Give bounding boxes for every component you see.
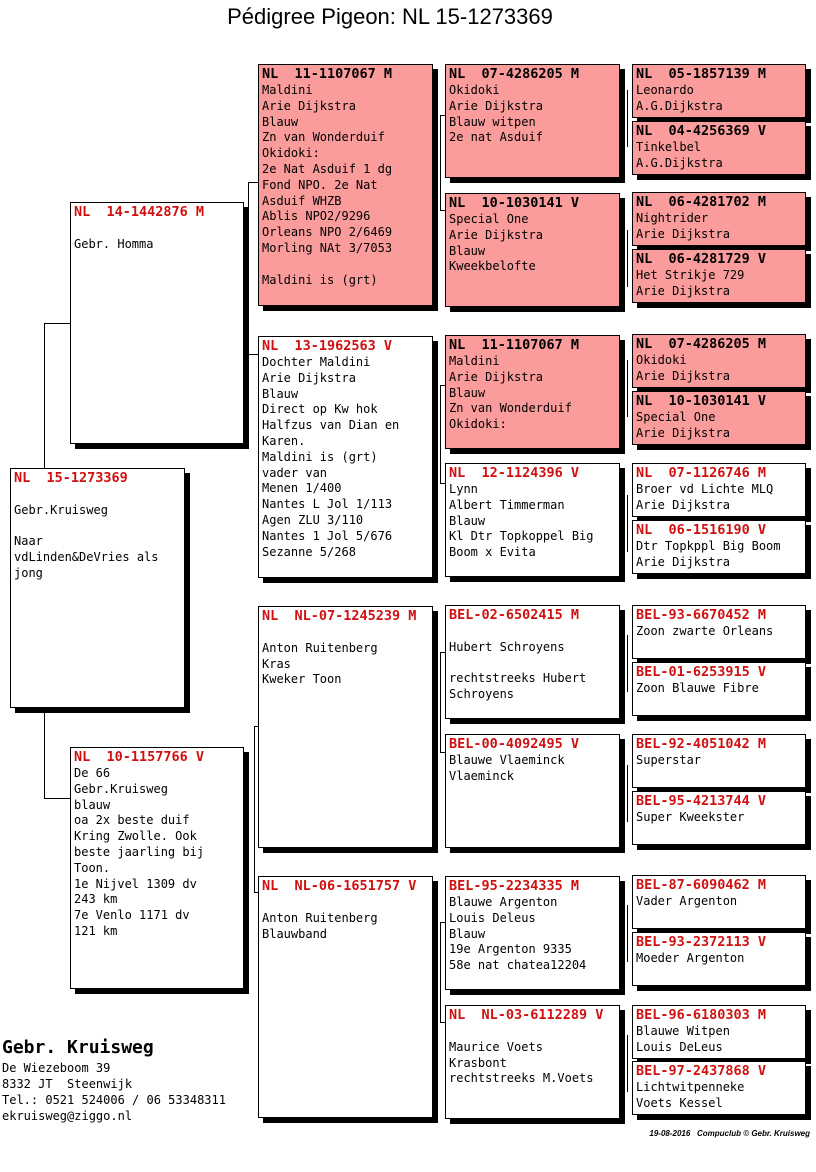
pigeon-details: Het Strikje 729 Arie Dijkstra [636,268,745,298]
pigeon-card-g6 [632,391,806,445]
connector [44,708,45,798]
ring-number: NL 11-1107067 M [262,66,393,82]
ring-number: NL 07-4286205 M [636,336,767,352]
pigeon-card-subject [10,468,185,708]
pigeon-card-g13 [632,875,806,929]
pigeon-details: Hubert Schroyens rechtstreeks Hubert Schroyens [449,639,587,702]
pigeon-card-g16 [632,1061,806,1115]
ring-number: NL 13-1962563 V [262,338,393,354]
connector [627,905,628,962]
pigeon-details: Zoon Blauwe Fibre [636,681,759,695]
breeder-phone: Tel.: 0521 524006 / 06 53348311 [2,1093,226,1107]
pigeon-details: Okidoki Arie Dijkstra [636,353,730,383]
connector [440,922,441,1022]
ring-number: NL NL-06-1651757 V [262,878,417,894]
pigeon-details: De 66 Gebr.Kruisweg blauw oa 2x beste duif Kring Zwolle. Ook beste jaarling bij Toon. 1e Nijvel 1309 dv 243 km 7e Venlo 1171 dv 121 km [74,766,205,938]
pigeon-details: Maldini Arie Dijkstra Blauw Zn van Wonderduif Okidoki: 2e Nat Asduif 1 dg Fond NPO. 2e Nat Asduif WHZB Ablis NPO2/9296 Orleans NPO 2/6469 Morling NAt 3/7053 Maldini is (grt) [262,83,393,287]
pigeon-details: Gebr. Homma [74,236,154,251]
pigeon-card-g7 [632,463,806,517]
ring-number: NL NL-07-1245239 M [262,608,417,624]
pigeon-card-g2 [632,121,806,175]
pigeon-card-ff [258,64,433,306]
pigeon-card-g12 [632,791,806,845]
pigeon-details: Blauwe Argenton Louis Deleus Blauw 19e Argenton 9335 58e nat chatea12204 [449,895,587,973]
pigeon-card-father [70,202,244,444]
breeder-city: 8332 JT Steenwijk [2,1077,133,1091]
pigeon-details: Moeder Argenton [636,951,745,965]
connector [44,323,45,468]
connector [440,115,441,210]
pigeon-details: Dtr Topkppl Big Boom Arie Dijkstra [636,539,781,569]
ring-number: BEL-95-4213744 V [636,793,767,809]
pigeon-details: Zoon zwarte Orleans [636,624,774,638]
connector [248,354,258,355]
pigeon-card-mmm [445,1005,620,1119]
ring-number: NL NL-03-6112289 V [449,1007,604,1023]
ring-number: BEL-97-2437868 V [636,1063,767,1079]
connector [627,1035,628,1092]
pigeon-details: Vader Argenton [636,894,738,908]
print-signature: 19-08-2016 Compuclub © Gebr. Kruisweg [649,1129,810,1138]
ring-number: NL 14-1442876 M [74,204,205,220]
connector [627,360,628,417]
pigeon-details: Dochter Maldini Arie Dijkstra Blauw Direct op Kw hok Halfzus van Dian en Karen. Maldini is (grt) vader van Menen 1/400 Nantes L Jol 1/113 Agen ZLU 3/110 Nantes 1 Jol 5/676 Sezanne 5/268 [262,355,400,559]
connector [440,385,441,483]
pigeon-details: Blauwe Vlaeminck Vlaeminck [449,753,565,783]
pigeon-card-ffm [445,193,620,307]
pigeon-details: Anton Ruitenberg Kras Kweker Toon [262,640,378,687]
pigeon-details: Tinkelbel A.G.Dijkstra [636,140,723,170]
pigeon-card-g15 [632,1005,806,1059]
ring-number: BEL-96-6180303 M [636,1007,767,1023]
pigeon-details: Gebr.Kruisweg Naar vdLinden&DeVries als jong [14,502,159,580]
connector [248,182,258,183]
pigeon-details: Broer vd Lichte MLQ Arie Dijkstra [636,482,774,512]
pigeon-card-mm [258,876,433,1118]
pigeon-details: Blauwe Witpen Louis DeLeus [636,1024,730,1054]
pigeon-details: Lynn Albert Timmerman Blauw Kl Dtr Topkoppel Big Boom x Evita [449,482,594,560]
ring-number: BEL-01-6253915 V [636,664,767,680]
ring-number: NL 10-1030141 V [449,195,580,211]
pigeon-card-g4 [632,249,806,303]
pigeon-details: Maldini Arie Dijkstra Blauw Zn van Wonderduif Okidoki: [449,354,572,432]
ring-number: NL 10-1030141 V [636,393,767,409]
pigeon-card-fff [445,64,620,178]
pigeon-card-g1 [632,64,806,118]
connector [627,90,628,147]
pigeon-card-fmf [445,335,620,449]
pigeon-card-g8 [632,520,806,574]
ring-number: BEL-00-4092495 V [449,736,580,752]
ring-number: BEL-92-4051042 M [636,736,767,752]
pigeon-card-g14 [632,932,806,986]
connector [627,765,628,822]
pigeon-details: Super Kweekster [636,810,745,824]
ring-number: NL 11-1107067 M [449,337,580,353]
pigeon-details: Nightrider Arie Dijkstra [636,211,730,241]
page-title: Pédigree Pigeon: NL 15-1273369 [227,4,553,29]
ring-number: NL 04-4256369 V [636,123,767,139]
ring-number: BEL-87-6090462 M [636,877,767,893]
connector [440,652,441,752]
connector [254,726,255,892]
pigeon-card-mmf [445,876,620,990]
breeder-email: ekruisweg@ziggo.nl [2,1109,133,1123]
ring-number: NL 15-1273369 [14,470,128,486]
pigeon-details: Lichtwitpenneke Voets Kessel [636,1080,745,1110]
ring-number: BEL-93-2372113 V [636,934,767,950]
pigeon-card-mf [258,606,433,848]
ring-number: NL 06-4281729 V [636,251,767,267]
pigeon-card-mfm [445,734,620,848]
connector [627,230,628,287]
ring-number: NL 10-1157766 V [74,749,205,765]
pigeon-card-fmm [445,463,620,577]
ring-number: NL 06-1516190 V [636,522,767,538]
pigeon-details: Leonardo A.G.Dijkstra [636,83,723,113]
pigeon-card-fm [258,336,433,578]
ring-number: NL 07-1126746 M [636,465,767,481]
connector [44,798,70,799]
pigeon-details: Anton Ruitenberg Blauwband [262,910,378,941]
breeder-address: De Wiezeboom 39 [2,1061,111,1075]
pigeon-card-mother [70,747,244,989]
pigeon-details: Superstar [636,753,702,767]
pigeon-card-g10 [632,662,806,716]
connector [627,495,628,552]
pigeon-details: Maurice Voets Krasbont rechtstreeks M.Voets [449,1039,594,1086]
ring-number: BEL-93-6670452 M [636,607,767,623]
ring-number: NL 12-1124396 V [449,465,580,481]
ring-number: BEL-02-6502415 M [449,607,580,623]
ring-number: NL 07-4286205 M [449,66,580,82]
pigeon-details: Special One Arie Dijkstra Blauw Kweekbelofte [449,212,543,274]
pigeon-card-mff [445,605,620,719]
ring-number: NL 06-4281702 M [636,194,767,210]
ring-number: NL 05-1857139 M [636,66,767,82]
ring-number: BEL-95-2234335 M [449,878,580,894]
connector [627,635,628,692]
pigeon-card-g9 [632,605,806,659]
pigeon-card-g5 [632,334,806,388]
breeder-name: Gebr. Kruisweg [2,1037,154,1058]
connector [248,182,249,354]
connector [44,323,70,324]
pigeon-card-g3 [632,192,806,246]
pigeon-card-g11 [632,734,806,788]
pigeon-details: Okidoki Arie Dijkstra Blauw witpen 2e nat Asduif [449,83,543,145]
pigeon-details: Special One Arie Dijkstra [636,410,730,440]
